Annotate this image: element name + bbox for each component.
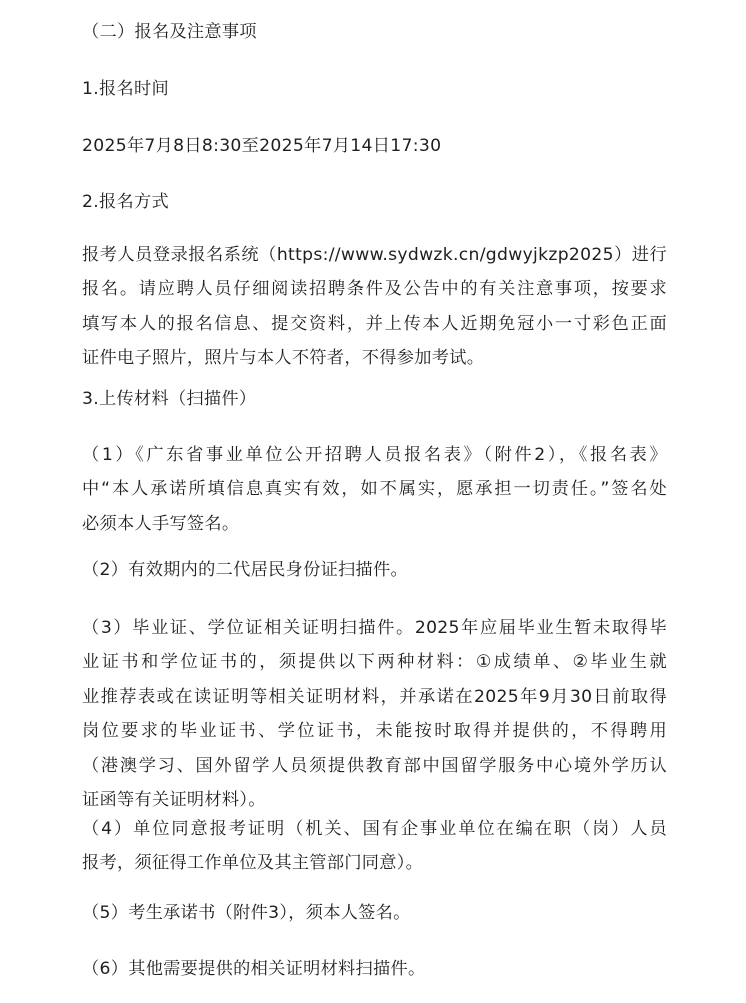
item3-sub6: （6）其他需要提供的相关证明材料扫描件。 — [82, 959, 426, 979]
item3-sub4: （4）单位同意报考证明（机关、国有企事业单位在编在职（岗）人员 报考，须征得工作单位及其主管部门同意）。 — [82, 819, 667, 874]
item3-title: 3.上传材料（扫描件） — [82, 389, 257, 409]
item1-text: 2025年7月8日8:30至2025年7月14日17:30 — [82, 136, 442, 156]
item3-sub2: （2）有效期内的二代居民身份证扫描件。 — [82, 560, 409, 580]
item3-sub1: （1）《广东省事业单位公开招聘人员报名表》（附件2），《报名表》 中“本人承诺所填信息真实有效，如不属实，愿承担一切责任。”签名处 必须本人手写签名。 — [82, 445, 667, 534]
item3-sub5: （5）考生承诺书（附件3），须本人签名。 — [82, 903, 411, 923]
item1-title: 1.报名时间 — [82, 79, 169, 99]
section-heading: （二）报名及注意事项 — [82, 22, 257, 42]
item2-paragraph: 报考人员登录报名系统（https://www.sydwzk.cn/gdwyjkzp2025）进行 报名。请应聘人员仔细阅读招聘条件及公告中的有关注意事项，按要求 填写本人的报名信息、提交资料，并上传本人近期免冠小一寸彩色正面 证件电子照片，照片与本人不符者，不得参加考试。 — [82, 245, 667, 369]
item3-sub3: （3）毕业证、学位证相关证明扫描件。2025年应届毕业生暂未取得毕 业证书和学位证书的，须提供以下两种材料：①成绩单、②毕业生就 业推荐表或在读证明等相关证明材料，并承诺在2025年9月30日前取得 岗位要求的毕业证书、学位证书，未能按时取得并提供的，不得聘用 （港澳学习、国外留学人员须提供教育部中国留学服务中心境外学历认 证函等有关证明材料）。 — [82, 618, 667, 811]
item2-title: 2.报名方式 — [82, 192, 169, 212]
